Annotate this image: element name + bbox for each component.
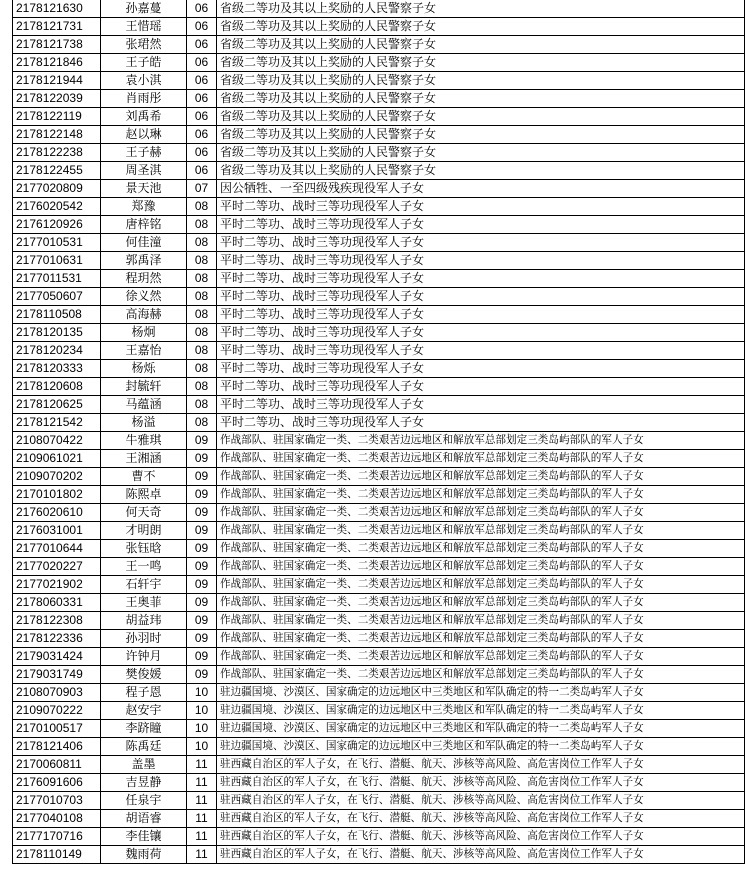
category-description-cell: 作战部队、驻国家确定一类、二类艰苦边远地区和解放军总部划定三类岛屿部队的军人子女 xyxy=(217,468,745,486)
category-description-cell: 驻西藏自治区的军人子女，在飞行、潜艇、航天、涉核等高风险、高危害岗位工作军人子女 xyxy=(217,792,745,810)
student-name-cell: 胡益玮 xyxy=(101,612,187,630)
category-description-cell: 平时二等功、战时三等功现役军人子女 xyxy=(217,414,745,432)
student-id-cell: 2109061021 xyxy=(13,450,101,468)
student-name-cell: 李跻瞳 xyxy=(101,720,187,738)
category-description-cell: 驻西藏自治区的军人子女，在飞行、潜艇、航天、涉核等高风险、高危害岗位工作军人子女 xyxy=(217,774,745,792)
table-row xyxy=(13,252,745,270)
table-row xyxy=(13,756,745,774)
student-name-cell: 石轩宇 xyxy=(101,576,187,594)
table-row xyxy=(13,648,745,666)
category-description-cell: 平时二等功、战时三等功现役军人子女 xyxy=(217,342,745,360)
category-description-cell: 作战部队、驻国家确定一类、二类艰苦边远地区和解放军总部划定三类岛屿部队的军人子女 xyxy=(217,432,745,450)
student-id-cell: 2178121944 xyxy=(13,72,101,90)
student-id-cell: 2178122039 xyxy=(13,90,101,108)
table-row xyxy=(13,288,745,306)
category-code-cell: 09 xyxy=(187,558,217,576)
student-id-cell: 2178122119 xyxy=(13,108,101,126)
student-id-cell: 2179031749 xyxy=(13,666,101,684)
table-body xyxy=(13,0,745,864)
category-description-cell: 省级二等功及其以上奖励的人民警察子女 xyxy=(217,144,745,162)
category-code-cell: 10 xyxy=(187,720,217,738)
table-row xyxy=(13,504,745,522)
table-row xyxy=(13,702,745,720)
student-name-cell: 牛雅琪 xyxy=(101,432,187,450)
category-code-cell: 06 xyxy=(187,126,217,144)
category-description-cell: 省级二等功及其以上奖励的人民警察子女 xyxy=(217,18,745,36)
student-id-cell: 2176031001 xyxy=(13,522,101,540)
student-name-cell: 吉昱静 xyxy=(101,774,187,792)
category-code-cell: 09 xyxy=(187,612,217,630)
category-description-cell: 省级二等功及其以上奖励的人民警察子女 xyxy=(217,0,745,18)
category-code-cell: 08 xyxy=(187,360,217,378)
student-id-cell: 2177050607 xyxy=(13,288,101,306)
student-id-cell: 2178121731 xyxy=(13,18,101,36)
category-code-cell: 09 xyxy=(187,486,217,504)
category-code-cell: 09 xyxy=(187,666,217,684)
student-id-cell: 2177010631 xyxy=(13,252,101,270)
student-id-cell: 2178120234 xyxy=(13,342,101,360)
student-id-cell: 2177170716 xyxy=(13,828,101,846)
student-id-cell: 2108070422 xyxy=(13,432,101,450)
category-description-cell: 平时二等功、战时三等功现役军人子女 xyxy=(217,360,745,378)
category-code-cell: 08 xyxy=(187,324,217,342)
category-code-cell: 09 xyxy=(187,630,217,648)
student-id-cell: 2178121406 xyxy=(13,738,101,756)
category-description-cell: 省级二等功及其以上奖励的人民警察子女 xyxy=(217,72,745,90)
student-name-cell: 周圣淇 xyxy=(101,162,187,180)
category-code-cell: 08 xyxy=(187,270,217,288)
student-name-cell: 孙嘉蔓 xyxy=(101,0,187,18)
student-name-cell: 杨炯 xyxy=(101,324,187,342)
student-id-cell: 2178122308 xyxy=(13,612,101,630)
category-code-cell: 11 xyxy=(187,756,217,774)
student-list-table xyxy=(12,0,745,864)
student-name-cell: 樊俊媛 xyxy=(101,666,187,684)
table-row xyxy=(13,126,745,144)
category-code-cell: 09 xyxy=(187,576,217,594)
student-id-cell: 2178060331 xyxy=(13,594,101,612)
student-name-cell: 杨烁 xyxy=(101,360,187,378)
student-id-cell: 2177020227 xyxy=(13,558,101,576)
student-name-cell: 唐梓铭 xyxy=(101,216,187,234)
category-code-cell: 06 xyxy=(187,54,217,72)
student-name-cell: 杨溢 xyxy=(101,414,187,432)
student-id-cell: 2177010531 xyxy=(13,234,101,252)
category-code-cell: 06 xyxy=(187,18,217,36)
student-id-cell: 2109070222 xyxy=(13,702,101,720)
category-description-cell: 作战部队、驻国家确定一类、二类艰苦边远地区和解放军总部划定三类岛屿部队的军人子女 xyxy=(217,648,745,666)
student-name-cell: 刘禹希 xyxy=(101,108,187,126)
student-id-cell: 2178122148 xyxy=(13,126,101,144)
table-row xyxy=(13,342,745,360)
table-row xyxy=(13,378,745,396)
category-code-cell: 10 xyxy=(187,702,217,720)
student-id-cell: 2108070903 xyxy=(13,684,101,702)
table-row xyxy=(13,90,745,108)
student-id-cell: 2176020610 xyxy=(13,504,101,522)
category-code-cell: 09 xyxy=(187,594,217,612)
table-row xyxy=(13,414,745,432)
table-row xyxy=(13,450,745,468)
student-name-cell: 封毓轩 xyxy=(101,378,187,396)
category-description-cell: 平时二等功、战时三等功现役军人子女 xyxy=(217,270,745,288)
category-description-cell: 平时二等功、战时三等功现役军人子女 xyxy=(217,324,745,342)
student-id-cell: 2170100517 xyxy=(13,720,101,738)
student-id-cell: 2178122238 xyxy=(13,144,101,162)
table-row xyxy=(13,0,745,18)
category-description-cell: 作战部队、驻国家确定一类、二类艰苦边远地区和解放军总部划定三类岛屿部队的军人子女 xyxy=(217,540,745,558)
student-name-cell: 孙羽时 xyxy=(101,630,187,648)
student-name-cell: 魏雨荷 xyxy=(101,846,187,864)
student-name-cell: 李佳镶 xyxy=(101,828,187,846)
table-row xyxy=(13,360,745,378)
category-code-cell: 11 xyxy=(187,792,217,810)
student-name-cell: 任泉宇 xyxy=(101,792,187,810)
table-row xyxy=(13,18,745,36)
student-id-cell: 2178110149 xyxy=(13,846,101,864)
table-row xyxy=(13,684,745,702)
category-description-cell: 平时二等功、战时三等功现役军人子女 xyxy=(217,396,745,414)
category-description-cell: 驻西藏自治区的军人子女，在飞行、潜艇、航天、涉核等高风险、高危害岗位工作军人子女 xyxy=(217,756,745,774)
category-code-cell: 08 xyxy=(187,198,217,216)
student-id-cell: 2176120926 xyxy=(13,216,101,234)
category-description-cell: 作战部队、驻国家确定一类、二类艰苦边远地区和解放军总部划定三类岛屿部队的军人子女 xyxy=(217,630,745,648)
category-code-cell: 08 xyxy=(187,234,217,252)
student-id-cell: 2176091606 xyxy=(13,774,101,792)
category-description-cell: 作战部队、驻国家确定一类、二类艰苦边远地区和解放军总部划定三类岛屿部队的军人子女 xyxy=(217,450,745,468)
student-id-cell: 2109070202 xyxy=(13,468,101,486)
table-row xyxy=(13,162,745,180)
category-description-cell: 驻边疆国境、沙漠区、国家确定的边远地区中三类地区和军队确定的特一二类岛屿军人子女 xyxy=(217,684,745,702)
category-description-cell: 作战部队、驻国家确定一类、二类艰苦边远地区和解放军总部划定三类岛屿部队的军人子女 xyxy=(217,504,745,522)
category-code-cell: 09 xyxy=(187,468,217,486)
student-id-cell: 2178120333 xyxy=(13,360,101,378)
category-description-cell: 因公牺牲、一至四级残疾现役军人子女 xyxy=(217,180,745,198)
table-row xyxy=(13,594,745,612)
category-description-cell: 省级二等功及其以上奖励的人民警察子女 xyxy=(217,108,745,126)
category-description-cell: 省级二等功及其以上奖励的人民警察子女 xyxy=(217,90,745,108)
student-name-cell: 张珺然 xyxy=(101,36,187,54)
table-row xyxy=(13,630,745,648)
student-id-cell: 2177010703 xyxy=(13,792,101,810)
category-code-cell: 06 xyxy=(187,0,217,18)
student-id-cell: 2170060811 xyxy=(13,756,101,774)
table-row xyxy=(13,558,745,576)
student-name-cell: 郑豫 xyxy=(101,198,187,216)
category-code-cell: 06 xyxy=(187,72,217,90)
table-row xyxy=(13,198,745,216)
category-description-cell: 作战部队、驻国家确定一类、二类艰苦边远地区和解放军总部划定三类岛屿部队的军人子女 xyxy=(217,576,745,594)
student-name-cell: 张钰晗 xyxy=(101,540,187,558)
table-row xyxy=(13,828,745,846)
student-id-cell: 2178120625 xyxy=(13,396,101,414)
student-name-cell: 陈禹廷 xyxy=(101,738,187,756)
category-code-cell: 08 xyxy=(187,396,217,414)
student-id-cell: 2178110508 xyxy=(13,306,101,324)
student-name-cell: 何佳潼 xyxy=(101,234,187,252)
category-description-cell: 驻西藏自治区的军人子女，在飞行、潜艇、航天、涉核等高风险、高危害岗位工作军人子女 xyxy=(217,828,745,846)
category-description-cell: 作战部队、驻国家确定一类、二类艰苦边远地区和解放军总部划定三类岛屿部队的军人子女 xyxy=(217,612,745,630)
category-description-cell: 省级二等功及其以上奖励的人民警察子女 xyxy=(217,162,745,180)
student-id-cell: 2177021902 xyxy=(13,576,101,594)
category-code-cell: 08 xyxy=(187,378,217,396)
student-name-cell: 才明朗 xyxy=(101,522,187,540)
student-id-cell: 2178121846 xyxy=(13,54,101,72)
category-code-cell: 11 xyxy=(187,828,217,846)
table-row xyxy=(13,270,745,288)
student-id-cell: 2178120135 xyxy=(13,324,101,342)
student-name-cell: 程子恩 xyxy=(101,684,187,702)
student-name-cell: 马蕴涵 xyxy=(101,396,187,414)
student-name-cell: 徐义然 xyxy=(101,288,187,306)
table-row xyxy=(13,720,745,738)
category-code-cell: 09 xyxy=(187,504,217,522)
table-row xyxy=(13,432,745,450)
category-description-cell: 平时二等功、战时三等功现役军人子女 xyxy=(217,216,745,234)
category-code-cell: 07 xyxy=(187,180,217,198)
category-code-cell: 08 xyxy=(187,288,217,306)
student-name-cell: 赵安宇 xyxy=(101,702,187,720)
student-name-cell: 高海赫 xyxy=(101,306,187,324)
student-name-cell: 何天奇 xyxy=(101,504,187,522)
category-code-cell: 08 xyxy=(187,342,217,360)
category-code-cell: 11 xyxy=(187,846,217,864)
student-name-cell: 王嘉怡 xyxy=(101,342,187,360)
category-code-cell: 08 xyxy=(187,306,217,324)
category-description-cell: 驻西藏自治区的军人子女，在飞行、潜艇、航天、涉核等高风险、高危害岗位工作军人子女 xyxy=(217,846,745,864)
category-description-cell: 驻西藏自治区的军人子女，在飞行、潜艇、航天、涉核等高风险、高危害岗位工作军人子女 xyxy=(217,810,745,828)
category-code-cell: 11 xyxy=(187,810,217,828)
category-description-cell: 驻边疆国境、沙漠区、国家确定的边远地区中三类地区和军队确定的特一二类岛屿军人子女 xyxy=(217,720,745,738)
category-description-cell: 平时二等功、战时三等功现役军人子女 xyxy=(217,252,745,270)
category-description-cell: 平时二等功、战时三等功现役军人子女 xyxy=(217,288,745,306)
student-name-cell: 王一鸣 xyxy=(101,558,187,576)
category-code-cell: 06 xyxy=(187,144,217,162)
table-row xyxy=(13,216,745,234)
student-name-cell: 王惜瑶 xyxy=(101,18,187,36)
student-name-cell: 王奥菲 xyxy=(101,594,187,612)
category-description-cell: 平时二等功、战时三等功现役军人子女 xyxy=(217,306,745,324)
student-name-cell: 王湘涵 xyxy=(101,450,187,468)
table-row xyxy=(13,468,745,486)
table-row xyxy=(13,738,745,756)
table-row xyxy=(13,306,745,324)
category-description-cell: 省级二等功及其以上奖励的人民警察子女 xyxy=(217,36,745,54)
student-id-cell: 2177011531 xyxy=(13,270,101,288)
category-code-cell: 09 xyxy=(187,540,217,558)
table-row xyxy=(13,108,745,126)
category-code-cell: 08 xyxy=(187,252,217,270)
student-id-cell: 2178120608 xyxy=(13,378,101,396)
student-name-cell: 袁小淇 xyxy=(101,72,187,90)
student-id-cell: 2178121630 xyxy=(13,0,101,18)
category-description-cell: 驻边疆国境、沙漠区、国家确定的边远地区中三类地区和军队确定的特一二类岛屿军人子女 xyxy=(217,702,745,720)
category-description-cell: 平时二等功、战时三等功现役军人子女 xyxy=(217,234,745,252)
student-name-cell: 王子皓 xyxy=(101,54,187,72)
category-code-cell: 08 xyxy=(187,216,217,234)
category-code-cell: 08 xyxy=(187,414,217,432)
category-code-cell: 06 xyxy=(187,36,217,54)
table-row xyxy=(13,54,745,72)
category-code-cell: 09 xyxy=(187,648,217,666)
table-row xyxy=(13,396,745,414)
student-name-cell: 曹不 xyxy=(101,468,187,486)
table-row xyxy=(13,324,745,342)
student-name-cell: 胡语睿 xyxy=(101,810,187,828)
student-id-cell: 2178122455 xyxy=(13,162,101,180)
table-row xyxy=(13,612,745,630)
student-id-cell: 2170101802 xyxy=(13,486,101,504)
category-code-cell: 10 xyxy=(187,684,217,702)
category-description-cell: 作战部队、驻国家确定一类、二类艰苦边远地区和解放军总部划定三类岛屿部队的军人子女 xyxy=(217,486,745,504)
student-name-cell: 程玥然 xyxy=(101,270,187,288)
student-name-cell: 王子赫 xyxy=(101,144,187,162)
table-row xyxy=(13,792,745,810)
student-id-cell: 2178121542 xyxy=(13,414,101,432)
category-code-cell: 09 xyxy=(187,450,217,468)
student-id-cell: 2177040108 xyxy=(13,810,101,828)
category-description-cell: 作战部队、驻国家确定一类、二类艰苦边远地区和解放军总部划定三类岛屿部队的军人子女 xyxy=(217,558,745,576)
category-code-cell: 11 xyxy=(187,774,217,792)
table-row xyxy=(13,666,745,684)
category-description-cell: 省级二等功及其以上奖励的人民警察子女 xyxy=(217,54,745,72)
table-row xyxy=(13,144,745,162)
category-code-cell: 06 xyxy=(187,162,217,180)
student-id-cell: 2176020542 xyxy=(13,198,101,216)
category-code-cell: 09 xyxy=(187,522,217,540)
category-code-cell: 06 xyxy=(187,108,217,126)
table-row xyxy=(13,576,745,594)
category-code-cell: 10 xyxy=(187,738,217,756)
category-description-cell: 驻边疆国境、沙漠区、国家确定的边远地区中三类地区和军队确定的特一二类岛屿军人子女 xyxy=(217,738,745,756)
category-description-cell: 作战部队、驻国家确定一类、二类艰苦边远地区和解放军总部划定三类岛屿部队的军人子女 xyxy=(217,666,745,684)
category-description-cell: 作战部队、驻国家确定一类、二类艰苦边远地区和解放军总部划定三类岛屿部队的军人子女 xyxy=(217,522,745,540)
student-name-cell: 赵以琳 xyxy=(101,126,187,144)
category-description-cell: 平时二等功、战时三等功现役军人子女 xyxy=(217,198,745,216)
student-name-cell: 陈熙卓 xyxy=(101,486,187,504)
category-description-cell: 平时二等功、战时三等功现役军人子女 xyxy=(217,378,745,396)
student-id-cell: 2177010644 xyxy=(13,540,101,558)
student-name-cell: 景天池 xyxy=(101,180,187,198)
student-name-cell: 盖墨 xyxy=(101,756,187,774)
table-row xyxy=(13,36,745,54)
table-row xyxy=(13,180,745,198)
student-id-cell: 2178121738 xyxy=(13,36,101,54)
student-id-cell: 2177020809 xyxy=(13,180,101,198)
student-id-cell: 2178122336 xyxy=(13,630,101,648)
table-row xyxy=(13,774,745,792)
student-name-cell: 许钟月 xyxy=(101,648,187,666)
table-row xyxy=(13,72,745,90)
category-code-cell: 09 xyxy=(187,432,217,450)
student-name-cell: 郭禹泽 xyxy=(101,252,187,270)
table-row xyxy=(13,540,745,558)
student-name-cell: 肖雨彤 xyxy=(101,90,187,108)
student-id-cell: 2179031424 xyxy=(13,648,101,666)
table-row xyxy=(13,486,745,504)
table-row xyxy=(13,810,745,828)
category-description-cell: 省级二等功及其以上奖励的人民警察子女 xyxy=(217,126,745,144)
table-row xyxy=(13,846,745,864)
table-row xyxy=(13,234,745,252)
table-row xyxy=(13,522,745,540)
category-code-cell: 06 xyxy=(187,90,217,108)
category-description-cell: 作战部队、驻国家确定一类、二类艰苦边远地区和解放军总部划定三类岛屿部队的军人子女 xyxy=(217,594,745,612)
